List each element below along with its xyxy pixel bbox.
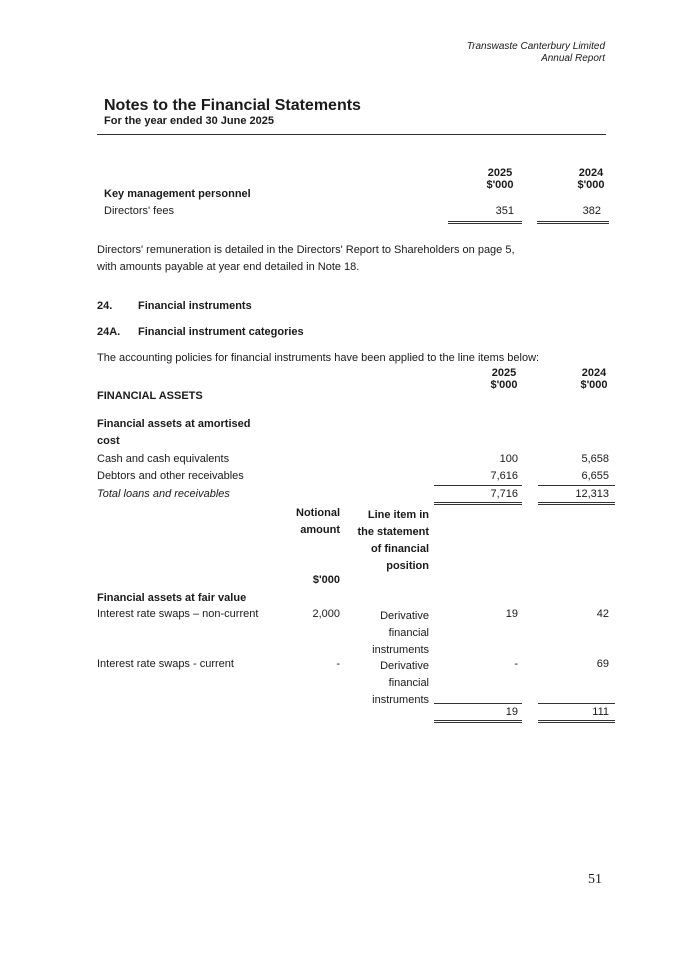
total-loans-label: Total loans and receivables [97,488,230,500]
policy-text: The accounting policies for financial instruments have been applied to the line items below: [97,352,540,364]
fa-unit-2025: $'000 [490,379,518,391]
swap-row-label: Interest rate swaps - current [97,658,234,670]
total-underline-2024 [538,502,615,505]
swap-lineitem-2: financial [388,627,429,639]
swap-lineitem-2: financial [388,677,429,689]
kmp-heading: Key management personnel [104,188,251,200]
title-rule [97,134,606,135]
kmp-underline-2025 [448,221,522,224]
kmp-row-label: Directors' fees [104,205,174,217]
page-number: 51 [588,872,602,887]
swap-value-2024: 69 [596,658,609,670]
total-loans-2025: 7,716 [490,488,518,500]
lineitem-header-2: the statement [357,526,429,538]
row-value-2025: 7,616 [490,470,518,482]
page-title: Notes to the Financial Statements [104,97,361,114]
fv-total-2024: 111 [592,706,609,718]
section-24-number: 24. [97,300,113,312]
section-24-title: Financial instruments [138,300,252,312]
swap-lineitem-1: Derivative [380,610,429,622]
section-24a-title: Financial instrument categories [138,326,304,338]
kmp-col-2024: 2024 [578,167,604,179]
remuneration-text-1: Directors' remuneration is detailed in the Directors' Report to Shareholders on page 5, [97,244,515,256]
kmp-unit-2025: $'000 [486,179,514,191]
kmp-unit-2024: $'000 [577,179,605,191]
section-24a-number: 24A. [97,326,121,338]
swap-notional: 2,000 [312,608,340,620]
financial-assets-heading: FINANCIAL ASSETS [97,390,203,402]
swap-row-label: Interest rate swaps – non-current [97,608,259,620]
swap-notional: - [336,658,340,670]
fair-value-heading: Financial assets at fair value [97,592,247,604]
remuneration-text-2: with amounts payable at year end detailed in Note 18. [97,261,360,273]
swap-lineitem-1: Derivative [380,660,429,672]
swap-lineitem-3: instruments [372,694,429,706]
fa-unit-2024: $'000 [580,379,608,391]
fa-col-2025: 2025 [491,367,517,379]
amortised-heading-2: cost [97,435,120,447]
amortised-heading-1: Financial assets at amortised [97,418,251,430]
fv-total-underline-2025 [434,720,522,723]
fv-subtotal-rule-2024 [538,703,615,704]
row-label: Cash and cash equivalents [97,453,230,465]
kmp-value-2025: 351 [495,205,514,217]
company-name: Transwaste Canterbury Limited [466,41,605,52]
notional-unit: $'000 [312,574,340,586]
row-value-2024: 6,655 [581,470,609,482]
total-underline-2025 [434,502,522,505]
swap-value-2025: - [514,658,518,670]
report-name: Annual Report [541,53,605,64]
row-value-2024: 5,658 [581,453,609,465]
row-label: Debtors and other receivables [97,470,244,482]
row-value-2025: 100 [499,453,518,465]
fa-col-2024: 2024 [581,367,607,379]
fv-total-underline-2024 [538,720,615,723]
subtotal-rule-2024 [538,485,615,486]
fv-subtotal-rule-2025 [434,703,522,704]
kmp-col-2025: 2025 [487,167,513,179]
lineitem-header-4: position [386,560,429,572]
kmp-value-2024: 382 [582,205,601,217]
total-loans-2024: 12,313 [575,488,609,500]
swap-value-2024: 42 [596,608,609,620]
kmp-underline-2024 [537,221,609,224]
lineitem-header-1: Line item in [367,509,429,521]
notional-header-1: Notional [296,507,340,519]
swap-value-2025: 19 [505,608,518,620]
subtotal-rule-2025 [434,485,522,486]
page-subtitle: For the year ended 30 June 2025 [104,115,274,127]
swap-lineitem-3: instruments [372,644,429,656]
fv-total-2025: 19 [505,706,518,718]
lineitem-header-3: of financial [370,543,429,555]
notional-header-2: amount [300,524,340,536]
